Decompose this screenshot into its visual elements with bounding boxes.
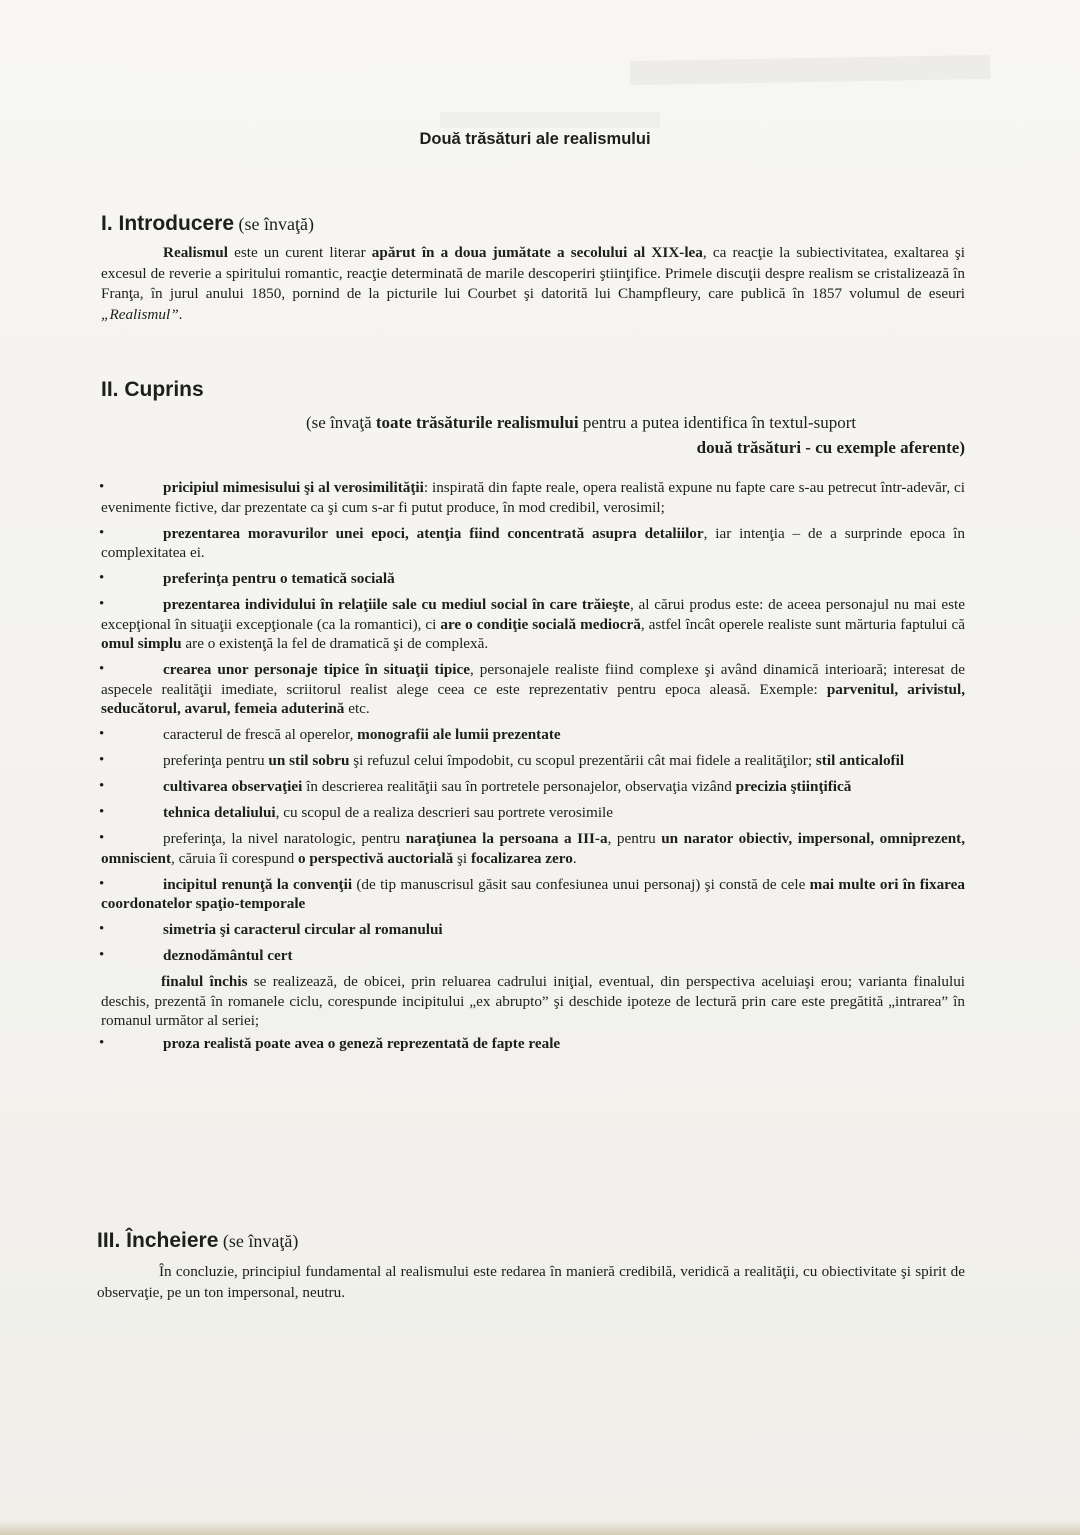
- bleed-through-shadow: [630, 55, 990, 85]
- bold-text-run: preferinţa pentru o tematică socială: [163, 570, 395, 587]
- bold-text-run: omul simplu: [101, 635, 182, 652]
- text-run: , pentru: [607, 830, 662, 847]
- bold-text-run: apărut în a doua jumătate a secolului al XIX-lea: [371, 244, 703, 261]
- bold-text-run: toate trăsăturile realismului: [375, 413, 579, 432]
- section-introduction-heading: [101, 212, 314, 236]
- text-run: şi: [453, 849, 471, 867]
- text-run: , căruia îi corespund: [171, 849, 298, 867]
- list-item: [101, 1034, 965, 1054]
- bold-text-run: focalizarea zero: [470, 849, 573, 867]
- text-run: are o existenţă la fel de dramatică şi de complexă.: [181, 635, 489, 652]
- bold-text-run: finalul închis: [161, 973, 248, 990]
- text-run: (de tip manuscrisul găsit sau confesiunea unui personaj) şi constă de cele: [352, 875, 810, 893]
- text-run: şi refuzul celui împodobit, cu scopul prezentării cât mai fidele a realităţilor;: [349, 752, 816, 769]
- text-run: , ca reacţie la subiectivitatea, exaltarea şi excesul de reverie a spiritului romantic, reacţie determinată de marile descoperiri ştiinţifice. Primele discuţii despre realism se cristalizează în Franţa, în jurul anului 1850, pornind de la picturile lui Courbet şi datorită lui Champfleury, care publică în 1857 volumul de eseuri: [101, 244, 965, 302]
- text-run: , cu scopul de a realiza descrieri sau portrete verosimile: [275, 804, 614, 821]
- section-conclusion-heading: [97, 1229, 298, 1253]
- list-item: [101, 524, 965, 563]
- bullet-icon: •: [99, 830, 105, 846]
- list-item: [101, 725, 965, 745]
- bold-text-run: o perspectivă auctorială: [297, 849, 454, 867]
- bullet-icon: •: [99, 752, 105, 768]
- section-heading-text: III. Încheiere: [97, 1229, 219, 1252]
- bold-text-run: proza realistă poate avea o geneză reprezentată de fapte reale: [163, 1034, 561, 1052]
- text-run: caracterul de frescă al operelor,: [163, 726, 358, 743]
- bold-text-run: prezentarea moravurilor unei epoci, atenţia fiind concentrată asupra detaliilor: [163, 524, 704, 542]
- bleed-through-shadow: [440, 112, 660, 128]
- list-item: [101, 946, 965, 966]
- text-run: , iar intenţia – de a surprinde epoca în complexitatea ei.: [101, 524, 965, 561]
- text-run: .: [572, 849, 577, 867]
- text-run: .: [178, 305, 183, 323]
- bold-text-run: tehnica detaliului: [163, 804, 276, 821]
- bold-text-run: un stil sobru: [268, 752, 350, 769]
- section-heading-text: I. Introducere: [101, 212, 235, 235]
- document-title: Două trăsături ale realismului: [419, 130, 651, 148]
- text-run: , al cărui produs este: de aceea personajul nu mai este excepţional în situaţii excepţionale (ca la romantici), ci: [101, 596, 965, 633]
- text-run: în descrierea realităţii sau în portretele personajelor, observaţia vizând: [302, 778, 736, 795]
- bold-text-run: incipitul renunţă la convenţii: [163, 875, 353, 893]
- bold-text-run: are o condiţie socială mediocră: [440, 615, 641, 633]
- section-heading-note: (se învaţă): [222, 1231, 299, 1251]
- bold-text-run: un narator obiectiv, impersonal, omniprezent, omniscient: [101, 830, 965, 867]
- text-run: pentru a putea identifica în textul-suport: [578, 413, 857, 432]
- text-run: (se învaţă: [306, 413, 376, 432]
- list-item: [101, 569, 965, 589]
- bold-text-run: crearea unor personaje tipice în situaţii tipice: [163, 661, 470, 678]
- bold-text-run: cultivarea observaţiei: [163, 778, 303, 795]
- list-item: [101, 803, 965, 823]
- bullet-icon: •: [99, 479, 105, 495]
- instruction-line: [300, 410, 965, 435]
- bullet-icon: •: [99, 947, 105, 963]
- bold-text-run: naraţiunea la persoana a III-a: [405, 830, 608, 847]
- section-content-heading: [101, 378, 204, 402]
- bold-text-run: două trăsături - cu exemple aferente): [696, 438, 965, 457]
- list-item: [101, 777, 965, 797]
- section-heading-note: (se învaţă): [238, 214, 314, 234]
- bullet-icon: •: [99, 524, 105, 541]
- content-instruction-note: [300, 410, 965, 460]
- text-run: etc.: [344, 700, 370, 717]
- bullet-icon: •: [99, 875, 105, 892]
- bold-text-run: simetria şi caracterul circular al romanului: [163, 921, 443, 938]
- bold-text-run: stil anticalofil: [815, 752, 905, 769]
- text-run: se realizează, de obicei, prin reluarea cadrului iniţial, eventual, din perspectiva aceluiaşi erou; varianta finalului deschis, prezentă în romanele ciclu, corespunde incipitului „ex abrupto” şi deschide ipoteze de lectură prin care este pregătită „intrarea” în romanul următor al seriei;: [101, 973, 966, 1029]
- realism-traits-list: [101, 478, 965, 1060]
- bold-text-run: pricipiul mimesisului şi al verosimilităţii: [163, 479, 424, 496]
- list-item: [101, 920, 965, 940]
- bullet-icon: •: [99, 1034, 105, 1051]
- italic-text-run: „Realismul”: [101, 305, 179, 323]
- list-item: [101, 972, 965, 1031]
- list-item: [101, 595, 965, 654]
- text-run: , personajele realiste fiind complexe şi având dinamică interioară; interesat de aspecele realităţii imediate, scriitorul realist alege ceea ce este reprezentativ pentru epoca aleasă. Exemple:: [101, 661, 965, 698]
- bold-text-run: Realismul: [163, 244, 228, 261]
- list-item: [101, 660, 965, 719]
- bullet-icon: •: [99, 778, 105, 794]
- list-item: [101, 751, 965, 771]
- list-item: [101, 875, 965, 914]
- bold-text-run: precizia ştiinţifică: [735, 778, 852, 795]
- bullet-icon: •: [99, 570, 105, 586]
- bold-text-run: monografii ale lumii prezentate: [357, 726, 561, 743]
- text-run: : inspirată din fapte reale, opera realistă expune nu fapte care s-au petrecut într-adevăr, ci evenimente fictive, dar prezentate ca şi cum s-ar fi putut produce, în mod credibil, verosimil;: [101, 479, 965, 516]
- introduction-paragraph: [101, 243, 965, 325]
- section-heading-text: II. Cuprins: [101, 378, 204, 401]
- text-run: preferinţa pentru: [163, 752, 269, 769]
- page-bottom-edge: [0, 1521, 1080, 1535]
- bold-text-run: mai multe ori în fixarea coordonatelor spaţio-temporale: [101, 875, 965, 912]
- bullet-icon: •: [99, 661, 105, 677]
- bold-text-run: parvenitul, arivistul, seducătorul, avarul, femeia aduterină: [101, 680, 965, 717]
- bold-text-run: prezentarea individului în relaţiile sale cu mediul social în care trăieşte: [163, 596, 630, 613]
- bullet-icon: •: [99, 804, 105, 820]
- conclusion-paragraph: În concluzie, principiul fundamental al realismului este redarea în manieră credibilă, veridică a realităţii, cu obiectivitate şi spirit de observaţie, pe un ton impersonal, neutru.: [97, 1263, 965, 1301]
- list-item: [101, 829, 965, 868]
- text-run: , astfel încât operele realiste sunt mărturia faptului că: [640, 615, 966, 633]
- bullet-icon: •: [99, 921, 105, 937]
- text-run: este un curent literar: [227, 244, 372, 261]
- bullet-icon: •: [99, 726, 105, 742]
- bold-text-run: deznodământul cert: [163, 947, 293, 964]
- text-run: preferinţa, la nivel naratologic, pentru: [163, 830, 406, 847]
- bullet-icon: •: [99, 596, 105, 612]
- list-item: [101, 478, 965, 517]
- instruction-line: [697, 438, 965, 457]
